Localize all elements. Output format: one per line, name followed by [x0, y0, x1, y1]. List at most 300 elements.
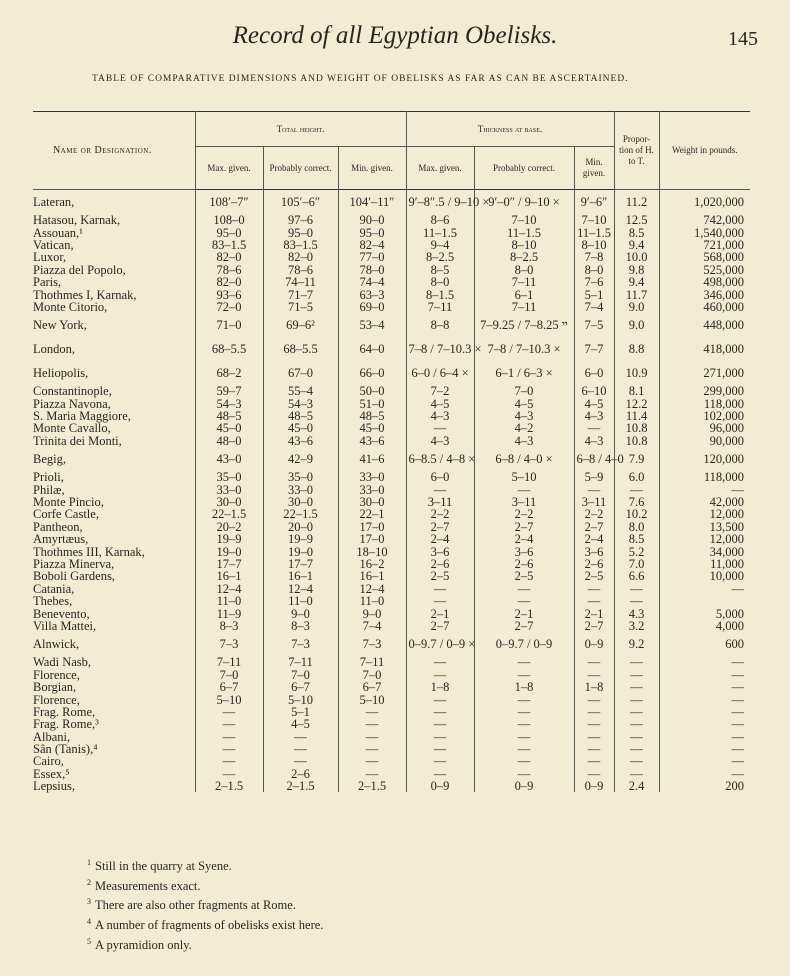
cell-h-prob: 9–0 — [263, 607, 338, 619]
cell-t-min: 7–5 — [574, 313, 614, 337]
cell-h-max: 17–7 — [195, 558, 263, 570]
cell-t-prob: 7–8 / 7–10.3 × — [474, 337, 574, 361]
obelisk-name: Piazza del Popolo, — [33, 262, 126, 277]
cell-prop: 9.4 — [614, 276, 659, 288]
cell-t-min: 2–7 — [574, 521, 614, 533]
table-row — [33, 398, 750, 410]
cell-weight: 346,000 — [659, 288, 750, 300]
cell-t-min: 9′–6″ — [574, 190, 614, 215]
obelisk-name: Frag. Rome,³ — [33, 717, 99, 732]
cell-weight: 102,000 — [659, 410, 750, 422]
footnote-text: Still in the quarry at Syene. — [95, 859, 232, 874]
footnotes — [87, 855, 323, 953]
column-header-name: Name or Designation. — [33, 112, 195, 190]
obelisk-name: Lepsius, — [33, 779, 76, 794]
cell-h-max: 71–0 — [195, 313, 263, 337]
cell-t-prob: 7–11 — [474, 301, 574, 313]
cell-t-prob: — — [474, 483, 574, 495]
cell-h-prob: 95–0 — [263, 226, 338, 238]
cell-t-max: — — [406, 422, 474, 434]
cell-h-min: 22–1 — [338, 508, 406, 520]
cell-t-min: 6–10 — [574, 385, 614, 397]
cell-t-prob: 4–2 — [474, 422, 574, 434]
cell-prop: — — [614, 583, 659, 595]
cell-prop: 10.9 — [614, 361, 659, 385]
cell-t-max: 4–3 — [406, 410, 474, 422]
cell-t-min: — — [574, 669, 614, 681]
cell-h-prob: 4–5 — [263, 718, 338, 730]
cell-h-min: 64–0 — [338, 337, 406, 361]
table-caption: TABLE OF COMPARATIVE DIMENSIONS AND WEIGHT OF OBELISKS AS FAR AS CAN BE ASCERTAINED. — [92, 74, 629, 84]
cell-weight: — — [659, 483, 750, 495]
cell-h-min: 12–4 — [338, 583, 406, 595]
cell-weight: 448,000 — [659, 313, 750, 337]
cell-prop: — — [614, 743, 659, 755]
cell-t-prob: — — [474, 768, 574, 780]
cell-t-max: 11–1.5 — [406, 226, 474, 238]
cell-weight: — — [659, 693, 750, 705]
cell-weight: — — [659, 731, 750, 743]
cell-weight: 1,540,000 — [659, 226, 750, 238]
cell-h-max: 68–5.5 — [195, 337, 263, 361]
cell-t-min: 0–9 — [574, 780, 614, 792]
cell-weight: — — [659, 743, 750, 755]
page-title: Record of all Egyptian Obelisks. — [232, 22, 558, 49]
cell-h-max: 12–4 — [195, 583, 263, 595]
cell-t-min: — — [574, 583, 614, 595]
cell-h-min: 5–10 — [338, 693, 406, 705]
obelisk-name: Lateran, — [33, 195, 75, 209]
cell-prop: — — [614, 706, 659, 718]
cell-t-max: — — [406, 755, 474, 767]
cell-t-min: — — [574, 595, 614, 607]
table-row — [33, 545, 750, 557]
cell-h-prob: 105′–6″ — [263, 190, 338, 215]
cell-prop: 8.0 — [614, 521, 659, 533]
table-row — [33, 632, 750, 656]
cell-h-min: 41–6 — [338, 447, 406, 471]
cell-h-min: 95–0 — [338, 226, 406, 238]
obelisk-name: Cairo, — [33, 754, 64, 769]
cell-h-max: 6–7 — [195, 681, 263, 693]
cell-t-prob: 6–1 — [474, 288, 574, 300]
cell-h-min: 7–3 — [338, 632, 406, 656]
cell-h-prob: 67–0 — [263, 361, 338, 385]
cell-h-max: 7–11 — [195, 656, 263, 668]
cell-h-prob: 8–3 — [263, 620, 338, 632]
cell-prop: — — [614, 718, 659, 730]
cell-t-max: — — [406, 768, 474, 780]
cell-t-prob: 2–1 — [474, 607, 574, 619]
cell-weight: — — [659, 583, 750, 595]
cell-weight: 11,000 — [659, 558, 750, 570]
obelisk-name: Albani, — [33, 729, 71, 744]
cell-h-prob: 22–1.5 — [263, 508, 338, 520]
cell-h-max: — — [195, 768, 263, 780]
obelisk-name: Frag. Rome, — [33, 704, 96, 719]
cell-t-max: — — [406, 669, 474, 681]
table-row — [33, 533, 750, 545]
obelisk-name: Sân (Tanis),⁴ — [33, 742, 98, 757]
cell-t-min: 5–1 — [574, 288, 614, 300]
cell-h-min: 104′–11″ — [338, 190, 406, 215]
cell-t-max: 6–0 / 6–4 × — [406, 361, 474, 385]
cell-prop: — — [614, 595, 659, 607]
cell-t-prob: — — [474, 669, 574, 681]
footnote — [87, 855, 323, 875]
cell-prop: 3.2 — [614, 620, 659, 632]
cell-t-prob: 2–4 — [474, 533, 574, 545]
cell-h-max: 93–6 — [195, 288, 263, 300]
cell-t-max: 2–5 — [406, 570, 474, 582]
table-row — [33, 239, 750, 251]
cell-t-min: 6–0 — [574, 361, 614, 385]
table-row — [33, 483, 750, 495]
cell-prop: 9.2 — [614, 632, 659, 656]
table-row — [33, 706, 750, 718]
table-row — [33, 508, 750, 520]
cell-t-min: 3–6 — [574, 545, 614, 557]
cell-prop: 12.5 — [614, 214, 659, 226]
cell-prop: 11.2 — [614, 190, 659, 215]
table-row — [33, 656, 750, 668]
cell-h-min: 16–2 — [338, 558, 406, 570]
table-row — [33, 731, 750, 743]
table-row — [33, 313, 750, 337]
cell-h-prob: 19–9 — [263, 533, 338, 545]
cell-t-max: 0–9 — [406, 780, 474, 792]
cell-prop: 7.9 — [614, 447, 659, 471]
cell-t-prob: 2–6 — [474, 558, 574, 570]
table-row — [33, 521, 750, 533]
obelisk-name: Florence, — [33, 667, 80, 682]
cell-h-max: 19–0 — [195, 545, 263, 557]
obelisk-name: Alnwick, — [33, 637, 80, 652]
obelisk-name: Heliopolis, — [33, 366, 89, 381]
cell-t-prob: 1–8 — [474, 681, 574, 693]
cell-h-max: 108′–7″ — [195, 190, 263, 215]
cell-h-prob: 71–7 — [263, 288, 338, 300]
cell-h-max: 82–0 — [195, 276, 263, 288]
table-row — [33, 251, 750, 263]
cell-h-prob: 83–1.5 — [263, 239, 338, 251]
cell-t-prob: — — [474, 731, 574, 743]
table-row — [33, 264, 750, 276]
cell-t-min: 7–6 — [574, 276, 614, 288]
cell-t-min: 8–0 — [574, 264, 614, 276]
cell-t-min: 7–8 — [574, 251, 614, 263]
cell-weight: 742,000 — [659, 214, 750, 226]
obelisk-name: Assouan,¹ — [33, 225, 83, 240]
cell-h-prob: 71–5 — [263, 301, 338, 313]
cell-h-min: 82–4 — [338, 239, 406, 251]
obelisk-name: Monte Cavallo, — [33, 421, 111, 436]
cell-t-max: 3–6 — [406, 545, 474, 557]
cell-weight: 42,000 — [659, 496, 750, 508]
cell-t-max: 0–9.7 / 0–9 × — [406, 632, 474, 656]
cell-weight: 460,000 — [659, 301, 750, 313]
cell-t-min: 2–2 — [574, 508, 614, 520]
obelisk-name: Florence, — [33, 692, 80, 707]
cell-t-prob: — — [474, 693, 574, 705]
cell-prop: 8.5 — [614, 533, 659, 545]
cell-t-min: 7–7 — [574, 337, 614, 361]
table-row — [33, 361, 750, 385]
cell-t-prob: 7–10 — [474, 214, 574, 226]
cell-h-max: 54–3 — [195, 398, 263, 410]
cell-h-prob: 12–4 — [263, 583, 338, 595]
table-row — [33, 743, 750, 755]
table-row — [33, 471, 750, 483]
cell-h-max: 95–0 — [195, 226, 263, 238]
cell-weight: 525,000 — [659, 264, 750, 276]
cell-h-prob: 78–6 — [263, 264, 338, 276]
table-row — [33, 288, 750, 300]
cell-t-min: 7–4 — [574, 301, 614, 313]
cell-h-prob: 5–1 — [263, 706, 338, 718]
cell-h-min: 9–0 — [338, 607, 406, 619]
cell-h-prob: 33–0 — [263, 483, 338, 495]
cell-h-prob: 2–1.5 — [263, 780, 338, 792]
cell-h-prob: 97–6 — [263, 214, 338, 226]
obelisk-table — [33, 111, 750, 792]
cell-h-max: 82–0 — [195, 251, 263, 263]
cell-h-prob: 11–0 — [263, 595, 338, 607]
cell-t-min: 4–5 — [574, 398, 614, 410]
cell-h-max: 11–9 — [195, 607, 263, 619]
cell-h-max: 2–1.5 — [195, 780, 263, 792]
table-row — [33, 447, 750, 471]
cell-h-min: 66–0 — [338, 361, 406, 385]
column-header-thickness-probable: Probably correct. — [474, 147, 574, 190]
column-header-height-min: Min. given. — [338, 147, 406, 190]
cell-h-min: 78–0 — [338, 264, 406, 276]
cell-h-max: 33–0 — [195, 483, 263, 495]
cell-weight: 721,000 — [659, 239, 750, 251]
cell-weight: 5,000 — [659, 607, 750, 619]
cell-t-min: — — [574, 743, 614, 755]
cell-t-max: 8–8 — [406, 313, 474, 337]
table-row — [33, 435, 750, 447]
cell-prop: 12.2 — [614, 398, 659, 410]
cell-h-prob: 16–1 — [263, 570, 338, 582]
cell-t-prob: 4–3 — [474, 410, 574, 422]
cell-t-min: 6–8 / 4–0 — [574, 447, 614, 471]
cell-prop: 6.6 — [614, 570, 659, 582]
table-row — [33, 496, 750, 508]
footnote-mark: 4 — [87, 916, 91, 926]
cell-t-prob: 6–8 / 4–0 × — [474, 447, 574, 471]
cell-t-max: — — [406, 706, 474, 718]
column-header-thickness-min: Min. given. — [574, 147, 614, 190]
cell-h-min: — — [338, 768, 406, 780]
cell-t-max: 3–11 — [406, 496, 474, 508]
cell-weight: 10,000 — [659, 570, 750, 582]
cell-h-prob: 20–0 — [263, 521, 338, 533]
cell-weight: — — [659, 768, 750, 780]
table-row — [33, 570, 750, 582]
cell-t-min: — — [574, 483, 614, 495]
cell-weight: — — [659, 681, 750, 693]
cell-t-max: — — [406, 595, 474, 607]
column-header-proportion: Propor- tion of H. to T. — [614, 112, 659, 190]
table-body — [33, 190, 750, 793]
obelisk-name: Corfe Castle, — [33, 507, 99, 522]
cell-prop: 6.0 — [614, 471, 659, 483]
obelisk-name: Constantinople, — [33, 384, 112, 399]
cell-h-min: 45–0 — [338, 422, 406, 434]
cell-h-prob: — — [263, 755, 338, 767]
cell-t-max: — — [406, 583, 474, 595]
cell-weight: 90,000 — [659, 435, 750, 447]
cell-h-prob: 7–11 — [263, 656, 338, 668]
cell-h-max: 22–1.5 — [195, 508, 263, 520]
cell-weight: 568,000 — [659, 251, 750, 263]
table-row — [33, 718, 750, 730]
cell-h-min: 74–4 — [338, 276, 406, 288]
column-header-total-height: Total height. — [195, 112, 406, 147]
cell-prop: 8.5 — [614, 226, 659, 238]
cell-weight: 418,000 — [659, 337, 750, 361]
cell-prop: 10.0 — [614, 251, 659, 263]
cell-weight: 34,000 — [659, 545, 750, 557]
obelisk-name: Pantheon, — [33, 519, 83, 534]
cell-h-min: — — [338, 731, 406, 743]
cell-h-max: 35–0 — [195, 471, 263, 483]
cell-h-min: — — [338, 706, 406, 718]
cell-prop: 9.8 — [614, 264, 659, 276]
cell-prop: 5.2 — [614, 545, 659, 557]
cell-h-max: — — [195, 731, 263, 743]
footnote — [87, 894, 323, 914]
obelisk-name: Thothmes III, Karnak, — [33, 544, 145, 559]
obelisk-name: Monte Citorio, — [33, 299, 108, 314]
obelisk-name: Philæ, — [33, 482, 65, 497]
cell-prop: — — [614, 693, 659, 705]
cell-t-prob: 4–5 — [474, 398, 574, 410]
footnote-text: A number of fragments of obelisks exist here. — [95, 918, 324, 933]
obelisk-name: Wadi Nasb, — [33, 655, 92, 670]
cell-t-max: — — [406, 743, 474, 755]
cell-t-prob: 4–3 — [474, 435, 574, 447]
cell-h-max: 45–0 — [195, 422, 263, 434]
cell-t-prob: 8–0 — [474, 264, 574, 276]
cell-h-prob: 45–0 — [263, 422, 338, 434]
cell-prop: 10.2 — [614, 508, 659, 520]
cell-t-prob: 8–10 — [474, 239, 574, 251]
cell-weight: 12,000 — [659, 533, 750, 545]
table-row — [33, 669, 750, 681]
cell-h-min: 53–4 — [338, 313, 406, 337]
cell-t-max: 2–4 — [406, 533, 474, 545]
cell-h-max: 108–0 — [195, 214, 263, 226]
cell-t-min: 0–9 — [574, 632, 614, 656]
cell-prop: 10.8 — [614, 422, 659, 434]
table-row — [33, 681, 750, 693]
cell-h-prob: 48–5 — [263, 410, 338, 422]
cell-t-min: — — [574, 656, 614, 668]
cell-weight: 4,000 — [659, 620, 750, 632]
cell-t-max: — — [406, 693, 474, 705]
obelisk-name: Piazza Navona, — [33, 396, 111, 411]
obelisk-name: Catania, — [33, 581, 75, 596]
obelisk-name: Boboli Gardens, — [33, 569, 115, 584]
cell-h-min: 2–1.5 — [338, 780, 406, 792]
cell-t-max: 7–8 / 7–10.3 × — [406, 337, 474, 361]
cell-h-min: 77–0 — [338, 251, 406, 263]
obelisk-name: S. Maria Maggiore, — [33, 409, 131, 424]
column-header-height-probable: Probably correct. — [263, 147, 338, 190]
cell-h-max: 83–1.5 — [195, 239, 263, 251]
footnote-mark: 2 — [87, 877, 91, 887]
cell-t-prob: 2–5 — [474, 570, 574, 582]
cell-h-max: 11–0 — [195, 595, 263, 607]
cell-t-max: 2–2 — [406, 508, 474, 520]
cell-h-max: 5–10 — [195, 693, 263, 705]
cell-weight: 600 — [659, 632, 750, 656]
cell-t-min: 4–3 — [574, 410, 614, 422]
table-row — [33, 410, 750, 422]
cell-weight: 120,000 — [659, 447, 750, 471]
cell-t-prob: 5–10 — [474, 471, 574, 483]
table-row — [33, 693, 750, 705]
cell-prop: 9.0 — [614, 313, 659, 337]
table-row — [33, 337, 750, 361]
table-row — [33, 768, 750, 780]
footnote — [87, 934, 323, 954]
obelisk-name: Paris, — [33, 275, 62, 290]
cell-weight: — — [659, 718, 750, 730]
cell-weight — [659, 595, 750, 607]
cell-h-max: 59–7 — [195, 385, 263, 397]
cell-prop: 8.1 — [614, 385, 659, 397]
cell-t-prob: 0–9 — [474, 780, 574, 792]
cell-h-min: 69–0 — [338, 301, 406, 313]
cell-h-max: 68–2 — [195, 361, 263, 385]
cell-prop: — — [614, 768, 659, 780]
cell-t-min: 11–1.5 — [574, 226, 614, 238]
cell-h-max: 16–1 — [195, 570, 263, 582]
cell-t-max: 4–5 — [406, 398, 474, 410]
cell-h-prob: 42–9 — [263, 447, 338, 471]
table-row — [33, 214, 750, 226]
cell-prop: 11.4 — [614, 410, 659, 422]
cell-t-max: 6–0 — [406, 471, 474, 483]
cell-t-min: 2–4 — [574, 533, 614, 545]
cell-t-min: — — [574, 706, 614, 718]
obelisk-name: Amyrtæus, — [33, 532, 89, 547]
footnote-mark: 3 — [87, 897, 91, 907]
cell-t-max: — — [406, 483, 474, 495]
cell-t-min: — — [574, 718, 614, 730]
obelisk-name: Vatican, — [33, 237, 74, 252]
table-row — [33, 226, 750, 238]
cell-t-prob: 11–1.5 — [474, 226, 574, 238]
cell-h-prob: 7–0 — [263, 669, 338, 681]
cell-t-prob: 7–0 — [474, 385, 574, 397]
cell-weight: — — [659, 669, 750, 681]
cell-h-min: 16–1 — [338, 570, 406, 582]
obelisk-name: Borgian, — [33, 680, 77, 695]
obelisk-name: Monte Pincio, — [33, 495, 104, 510]
cell-h-max: 72–0 — [195, 301, 263, 313]
cell-t-min: 5–9 — [574, 471, 614, 483]
cell-h-prob: 82–0 — [263, 251, 338, 263]
cell-t-prob: 0–9.7 / 0–9 — [474, 632, 574, 656]
cell-h-prob: 5–10 — [263, 693, 338, 705]
cell-prop: 9.4 — [614, 239, 659, 251]
cell-h-prob: 30–0 — [263, 496, 338, 508]
